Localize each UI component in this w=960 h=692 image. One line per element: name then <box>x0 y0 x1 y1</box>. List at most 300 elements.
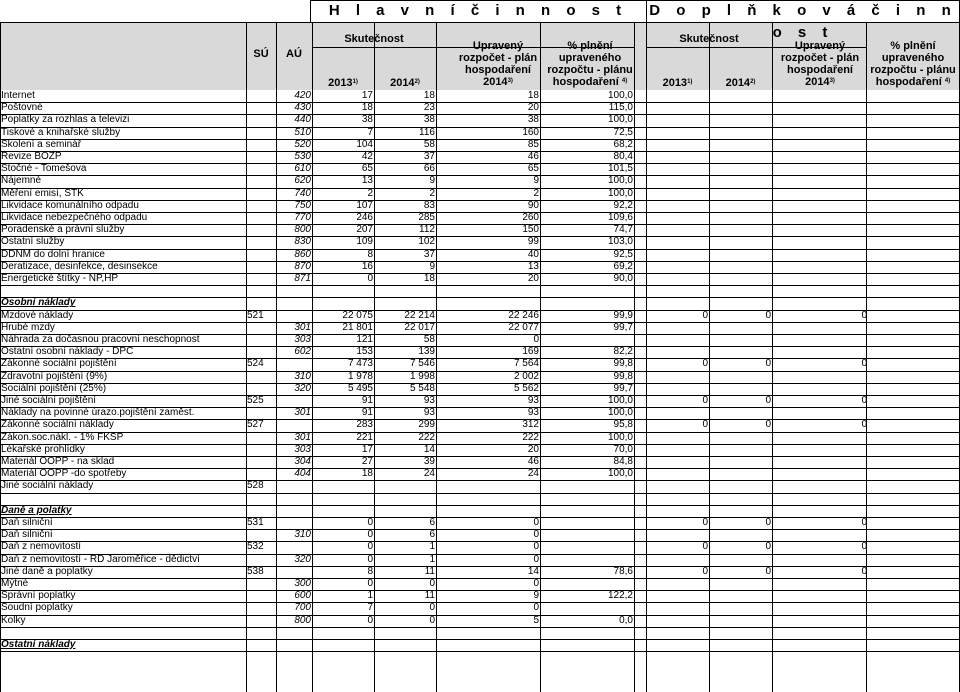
row-32-v3 <box>436 480 540 492</box>
row-33-su <box>246 493 276 505</box>
row-15-v4: 90,0 <box>613 273 633 284</box>
row-38-v3: 0 <box>533 553 539 565</box>
row-9-v4: 92,2 <box>613 199 633 211</box>
row-45-d3 <box>772 639 868 651</box>
row-16-d2 <box>709 285 772 297</box>
row-34-v2 <box>374 505 436 517</box>
row-38-v4 <box>540 554 634 566</box>
row-25-d3: 0 <box>861 395 867 406</box>
row-32-d3 <box>772 480 868 492</box>
row-24-d1 <box>646 383 709 395</box>
row-20-v2: 58 <box>423 334 435 345</box>
row-33-label <box>0 493 246 505</box>
row-41-v4: 122,2 <box>607 590 633 602</box>
row-23-su <box>246 371 276 383</box>
row-2-au: 440 <box>294 114 311 126</box>
row-23-d3 <box>772 371 868 383</box>
row-31-d1 <box>646 468 709 480</box>
row-25-label: Jiné sociální pojištění <box>1 395 97 406</box>
row-27-v3: 312 <box>522 419 539 431</box>
row-11-v2: 112 <box>419 224 435 236</box>
row-gridline <box>0 651 960 652</box>
row-9-label: Likvidace komunálního odpadu <box>1 199 139 211</box>
row-39-v1: 8 <box>367 565 373 577</box>
row-8-label: Měření emisí, STK <box>1 187 84 199</box>
row-26-d2 <box>709 407 772 419</box>
row-21-d2 <box>709 346 772 358</box>
row-34-d1 <box>646 505 709 517</box>
row-13-v1: 8 <box>367 248 373 260</box>
upraveny-header: Upravený rozpočet - plán hospodaření 2014$^{3)}$ <box>458 40 538 88</box>
row-2-v2: 38 <box>423 114 435 126</box>
side-skutecnost-header: Skutečnost <box>679 33 739 45</box>
row-16-d1 <box>646 285 709 297</box>
row-32-label: Jiné sociální náklady <box>1 480 94 492</box>
row-4-d2 <box>709 139 772 151</box>
row-35-v3: 0 <box>533 517 539 528</box>
row-9-v2: 83 <box>423 199 435 211</box>
row-30-v1: 27 <box>361 456 373 467</box>
row-4-d1 <box>646 139 709 151</box>
row-0-d3 <box>772 90 868 102</box>
row-12-label: Ostatní služby <box>1 236 65 248</box>
row-23-v4: 99,8 <box>613 370 633 382</box>
row-32-v2 <box>374 480 436 492</box>
row-32-au <box>276 480 312 492</box>
row-3-au: 510 <box>294 126 311 138</box>
row-40-v3: 0 <box>533 578 539 589</box>
row-11-au: 800 <box>294 224 311 236</box>
row-35-v1: 0 <box>367 517 373 528</box>
row-5-v3: 46 <box>527 151 539 162</box>
row-39-d1: 0 <box>702 565 708 577</box>
row-10-d3 <box>772 212 868 224</box>
row-2-d1 <box>646 114 709 126</box>
row-15-label: Energetické štítky - NP,HP <box>1 273 119 284</box>
row-41-label: Správní poplatky <box>1 590 76 602</box>
row-45-su <box>246 639 276 651</box>
row-9-au: 750 <box>294 199 311 211</box>
row-17-d3 <box>772 297 868 309</box>
row-9-d2 <box>709 200 772 212</box>
row-44-su <box>246 627 276 639</box>
row-34-label: Daně a polatky <box>1 504 72 516</box>
row-37-su: 532 <box>247 541 264 553</box>
row-38-label: Daň z nemovitostí - RD Jaroměřice - dědictví <box>1 553 200 565</box>
row-42-d2 <box>709 602 772 614</box>
row-28-v1: 221 <box>356 431 373 443</box>
row-8-d1 <box>646 188 709 200</box>
row-3-su <box>246 127 276 139</box>
row-20-v3: 0 <box>533 334 539 345</box>
row-19-d2 <box>709 322 772 334</box>
row-10-au: 770 <box>294 212 311 223</box>
column-gridline <box>646 22 647 692</box>
row-35-label: Daň silniční <box>1 517 53 528</box>
row-5-v1: 42 <box>361 151 373 162</box>
row-3-label: Tiskové a knihařské služby <box>1 126 121 138</box>
row-3-d1 <box>646 127 709 139</box>
row-33-v1 <box>312 493 374 505</box>
row-11-d1 <box>646 224 709 236</box>
row-7-au: 620 <box>294 175 311 187</box>
row-15-v3: 20 <box>527 273 539 284</box>
row-39-au <box>276 566 312 578</box>
row-28-d3 <box>772 432 868 444</box>
row-16-au <box>276 285 312 297</box>
row-34-au <box>276 505 312 517</box>
row-24-au: 320 <box>294 382 311 394</box>
row-11-d3 <box>772 224 868 236</box>
row-42-v2: 0 <box>429 602 435 614</box>
row-0-v4: 100,0 <box>607 90 633 101</box>
row-31-v4: 100,0 <box>607 468 633 480</box>
side-year-2013-header: 2013$^{1)}$ <box>662 77 693 89</box>
row-17-au <box>276 297 312 309</box>
row-29-d2 <box>709 444 772 456</box>
row-27-au <box>276 419 312 431</box>
row-23-v2: 1 998 <box>409 370 435 382</box>
row-21-v3: 169 <box>522 346 539 358</box>
row-45-au <box>276 639 312 651</box>
row-8-d2 <box>709 188 772 200</box>
row-32-d1 <box>646 480 709 492</box>
main-activity-title: H l a v n í č i n n o s t <box>328 2 628 19</box>
row-27-v1: 283 <box>356 419 373 431</box>
row-33-v2 <box>374 493 436 505</box>
row-21-v2: 139 <box>418 346 435 358</box>
row-1-v3: 20 <box>527 102 539 114</box>
row-32-v4 <box>540 480 634 492</box>
row-3-v3: 160 <box>522 126 539 138</box>
row-6-au: 610 <box>294 163 311 175</box>
row-25-d1: 0 <box>702 395 708 406</box>
row-17-v2 <box>374 297 436 309</box>
row-1-d2 <box>709 102 772 114</box>
column-gridline <box>634 22 635 692</box>
row-36-d3 <box>772 529 868 541</box>
row-29-su <box>246 444 276 456</box>
row-17-su <box>246 297 276 309</box>
row-5-v2: 37 <box>423 151 435 162</box>
row-24-d3 <box>772 383 868 395</box>
row-17-v4 <box>540 297 634 309</box>
row-22-v3: 7 564 <box>513 358 539 370</box>
row-22-v4: 99,8 <box>613 358 633 370</box>
row-17-v1 <box>312 297 374 309</box>
header-subline <box>312 47 634 48</box>
row-19-d1 <box>646 322 709 334</box>
row-41-d3 <box>772 590 868 602</box>
row-14-v1: 16 <box>361 260 373 272</box>
row-4-v4: 68,2 <box>613 138 633 150</box>
row-27-v2: 299 <box>418 419 435 431</box>
row-40-d2 <box>709 578 772 590</box>
row-37-v3: 0 <box>533 541 539 553</box>
row-2-su <box>246 114 276 126</box>
row-19-label: Hrubé mzdy <box>1 321 55 333</box>
row-15-v1: 0 <box>367 273 373 284</box>
row-25-su: 525 <box>247 395 264 406</box>
row-24-su <box>246 383 276 395</box>
row-2-v3: 38 <box>527 114 539 126</box>
row-33-d3 <box>772 493 868 505</box>
row-10-label: Likvidace nebezpečného odpadu <box>1 212 148 223</box>
row-42-su <box>246 602 276 614</box>
row-22-v1: 7 473 <box>347 358 373 370</box>
row-12-v2: 102 <box>418 236 435 248</box>
row-24-v3: 5 562 <box>513 382 539 394</box>
row-45-v2 <box>374 639 436 651</box>
row-13-label: DDNM do dolní hranice <box>1 248 105 260</box>
row-38-su <box>246 554 276 566</box>
row-37-label: Daň z nemovitostí <box>1 541 82 553</box>
row-6-d3 <box>772 163 868 175</box>
row-42-d3 <box>772 602 868 614</box>
row-11-v3: 150 <box>522 224 539 236</box>
row-19-au: 301 <box>294 321 311 333</box>
plneni-header: % plnění upraveného rozpočtu - plánu hospodaření $^{4)}$ <box>547 40 633 88</box>
header-top-border <box>0 22 960 23</box>
row-20-v1: 121 <box>356 334 373 345</box>
column-gridline <box>866 22 867 692</box>
skutecnost-header: Skutečnost <box>344 33 404 45</box>
row-8-su <box>246 188 276 200</box>
row-27-d3: 0 <box>861 419 867 431</box>
row-30-d3 <box>772 456 868 468</box>
row-16-d3 <box>772 285 868 297</box>
row-34-su <box>246 505 276 517</box>
row-0-d2 <box>709 90 772 102</box>
row-20-su <box>246 334 276 346</box>
row-4-v1: 104 <box>356 138 373 150</box>
row-16-v4 <box>540 285 634 297</box>
row-25-v2: 93 <box>423 395 435 406</box>
row-14-d1 <box>646 261 709 273</box>
row-0-v3: 18 <box>527 90 539 101</box>
row-31-v1: 18 <box>361 468 373 480</box>
row-42-v4 <box>540 602 634 614</box>
row-24-label: Sociální pojištění (25%) <box>1 382 107 394</box>
row-19-su <box>246 322 276 334</box>
row-37-d2: 0 <box>765 541 771 553</box>
row-15-au: 871 <box>294 273 311 284</box>
row-5-v4: 80,4 <box>613 151 633 162</box>
row-20-d1 <box>646 334 709 346</box>
row-44-d2 <box>709 627 772 639</box>
column-gridline <box>276 22 277 692</box>
row-38-d1 <box>646 554 709 566</box>
row-14-d3 <box>772 261 868 273</box>
row-33-d1 <box>646 493 709 505</box>
row-17-d1 <box>646 297 709 309</box>
row-18-v4: 99,9 <box>613 309 633 321</box>
row-18-label: Mzdové náklady <box>1 309 74 321</box>
row-2-v1: 38 <box>361 114 373 126</box>
row-39-label: Jiné daně a poplatky <box>1 565 93 577</box>
row-40-d3 <box>772 578 868 590</box>
row-11-label: Poradenské a právní služby <box>1 224 125 236</box>
row-14-au: 870 <box>294 260 311 272</box>
row-28-su <box>246 432 276 444</box>
row-29-v1: 17 <box>361 443 373 455</box>
row-19-v2: 22 017 <box>404 321 435 333</box>
row-33-au <box>276 493 312 505</box>
row-21-v1: 153 <box>356 346 373 358</box>
row-31-d3 <box>772 468 868 480</box>
row-31-label: Materiál OOPP -do spotřeby <box>1 468 127 480</box>
row-20-v4 <box>540 334 634 346</box>
row-30-su <box>246 456 276 468</box>
row-14-d2 <box>709 261 772 273</box>
row-6-d1 <box>646 163 709 175</box>
row-26-v2: 93 <box>423 407 435 419</box>
header-subline <box>646 47 866 48</box>
side-activity-title: D o p l ň k o v á č i n n o s t <box>649 2 957 41</box>
row-10-su <box>246 212 276 224</box>
row-2-d3 <box>772 114 868 126</box>
side-year-2014-header: 2014$^{2)}$ <box>725 77 756 89</box>
row-34-v3 <box>436 505 540 517</box>
row-22-au <box>276 358 312 370</box>
row-6-d2 <box>709 163 772 175</box>
row-38-v2: 1 <box>429 553 435 565</box>
row-12-v4: 103,0 <box>607 236 633 248</box>
row-15-d1 <box>646 273 709 285</box>
row-5-au: 530 <box>294 151 311 162</box>
row-12-d2 <box>709 236 772 248</box>
row-29-v4: 70,0 <box>613 443 633 455</box>
row-35-d1: 0 <box>702 517 708 528</box>
row-40-v1: 0 <box>367 578 373 589</box>
row-43-v2: 0 <box>429 614 435 626</box>
row-20-d2 <box>709 334 772 346</box>
column-gridline <box>540 22 541 692</box>
row-30-d2 <box>709 456 772 468</box>
row-9-v1: 107 <box>356 199 373 211</box>
row-20-au: 303 <box>294 334 311 345</box>
row-7-d3 <box>772 175 868 187</box>
row-41-au: 600 <box>294 590 311 602</box>
column-gridline <box>436 22 437 692</box>
row-21-au: 602 <box>294 346 311 358</box>
row-12-d3 <box>772 236 868 248</box>
title-left-border <box>310 0 311 22</box>
row-45-v4 <box>540 639 634 651</box>
row-6-v1: 65 <box>361 163 373 175</box>
row-7-v1: 13 <box>361 175 373 187</box>
row-39-su: 538 <box>247 565 264 577</box>
row-44-v4 <box>540 627 634 639</box>
row-13-v2: 37 <box>423 248 435 260</box>
row-8-au: 740 <box>294 187 311 199</box>
row-18-v3: 22 246 <box>508 309 539 321</box>
row-7-v2: 9 <box>429 175 435 187</box>
row-36-su <box>246 529 276 541</box>
row-8-v3: 2 <box>533 187 539 199</box>
row-24-v2: 5 548 <box>409 382 435 394</box>
row-37-d3: 0 <box>861 541 867 553</box>
row-23-au: 310 <box>294 370 311 382</box>
row-14-su <box>246 261 276 273</box>
row-8-v4: 100,0 <box>607 187 633 199</box>
row-1-d3 <box>772 102 868 114</box>
row-18-v2: 22 214 <box>404 309 435 321</box>
row-9-d1 <box>646 200 709 212</box>
row-30-d1 <box>646 456 709 468</box>
row-1-v1: 18 <box>361 102 373 114</box>
row-18-v1: 22 075 <box>342 309 373 321</box>
side-plneni-header: % plnění upraveného rozpočtu - plánu hospodaření $^{4)}$ <box>870 40 956 88</box>
row-25-v1: 91 <box>361 395 373 406</box>
row-30-v4: 84,8 <box>613 456 633 467</box>
row-17-d2 <box>709 297 772 309</box>
row-42-v3: 0 <box>533 602 539 614</box>
row-16-v1 <box>312 285 374 297</box>
row-15-su <box>246 273 276 285</box>
row-42-au: 700 <box>294 602 311 614</box>
row-11-v4: 74,7 <box>613 224 633 236</box>
row-31-su <box>246 468 276 480</box>
row-34-d2 <box>709 505 772 517</box>
row-1-label: Poštovné <box>1 102 43 114</box>
row-24-v4: 99,7 <box>613 382 633 394</box>
row-40-v2: 0 <box>429 578 435 589</box>
row-14-v3: 13 <box>527 260 539 272</box>
row-26-v3: 93 <box>527 407 539 419</box>
row-34-v4 <box>540 505 634 517</box>
row-22-d1: 0 <box>702 358 708 370</box>
row-4-label: Školení a seminář <box>1 138 82 150</box>
row-41-v2: 11 <box>424 590 435 602</box>
row-15-d3 <box>772 273 868 285</box>
row-39-d2: 0 <box>765 565 771 577</box>
row-29-label: Lékařské prohlídky <box>1 443 85 455</box>
row-19-v3: 22 077 <box>508 321 539 333</box>
row-37-v1: 0 <box>367 541 373 553</box>
row-41-su <box>246 590 276 602</box>
row-3-v2: 116 <box>419 126 435 138</box>
row-5-label: Revize BOZP <box>1 151 62 162</box>
row-25-v4: 100,0 <box>607 395 633 406</box>
row-12-au: 830 <box>294 236 311 248</box>
row-18-d3: 0 <box>861 309 867 321</box>
row-43-v1: 0 <box>367 614 373 626</box>
row-0-label: Internet <box>1 90 35 101</box>
row-13-d2 <box>709 249 772 261</box>
row-31-au: 404 <box>294 468 311 480</box>
row-1-au: 430 <box>294 102 311 114</box>
row-26-d3 <box>772 407 868 419</box>
row-27-label: Zákonné sociální náklady <box>1 419 114 431</box>
row-16-label <box>0 285 246 297</box>
column-gridline <box>709 22 710 692</box>
row-3-d2 <box>709 127 772 139</box>
row-30-label: Materiál OOPP - na sklad <box>1 456 115 467</box>
row-16-v2 <box>374 285 436 297</box>
row-32-d2 <box>709 480 772 492</box>
column-gridline <box>0 22 1 692</box>
row-19-d3 <box>772 322 868 334</box>
row-10-d1 <box>646 212 709 224</box>
row-8-v2: 2 <box>429 187 435 199</box>
row-36-d2 <box>709 529 772 541</box>
row-24-d2 <box>709 383 772 395</box>
row-38-d3 <box>772 554 868 566</box>
row-35-d2: 0 <box>765 517 771 528</box>
row-34-v1 <box>312 505 374 517</box>
row-32-su: 528 <box>247 480 264 492</box>
